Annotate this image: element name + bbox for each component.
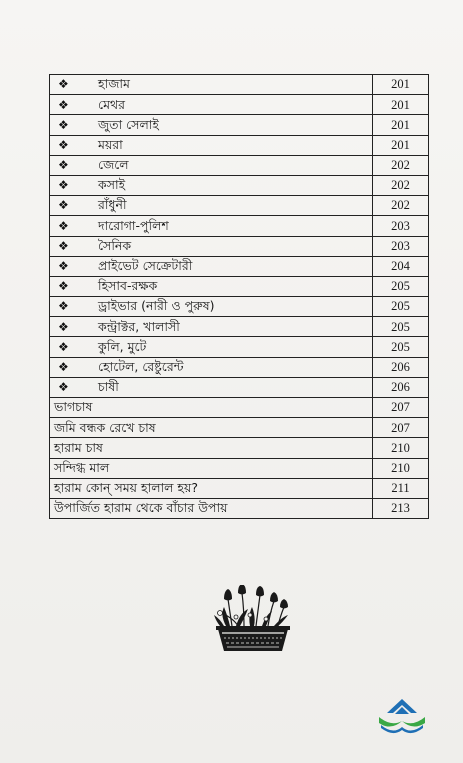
toc-entry-title-cell xyxy=(50,75,373,95)
toc-row xyxy=(50,398,429,418)
diamond-bullet-icon: ❖ xyxy=(58,158,69,173)
toc-row xyxy=(50,155,429,175)
toc-row xyxy=(50,236,429,256)
toc-entry-title: জুতা সেলাই xyxy=(98,116,159,132)
toc-entry-title: কসাই xyxy=(98,177,126,193)
toc-row xyxy=(50,75,429,95)
toc-entry-page-number: 211 xyxy=(373,478,429,498)
diamond-bullet-icon: ❖ xyxy=(58,359,69,374)
toc-row xyxy=(50,216,429,236)
toc-entry-title-cell xyxy=(50,155,373,175)
toc-entry-title-cell xyxy=(50,115,373,135)
toc-entry-page-number: 206 xyxy=(373,377,429,397)
toc-entry-page-number: 203 xyxy=(373,236,429,256)
toc-row xyxy=(50,297,429,317)
toc-entry-title-cell xyxy=(50,216,373,236)
toc-row xyxy=(50,317,429,337)
toc-entry-page-number: 202 xyxy=(373,175,429,195)
flower-pot-illustration-icon xyxy=(212,585,294,657)
toc-row xyxy=(50,377,429,397)
toc-entry-title: হারাম কোন্ সময় হালাল হয়? xyxy=(54,480,199,496)
toc-entry-title-cell xyxy=(50,458,373,478)
diamond-bullet-icon: ❖ xyxy=(58,178,69,193)
toc-entry-title-cell xyxy=(50,317,373,337)
diamond-bullet-icon: ❖ xyxy=(58,380,69,395)
toc-entry-page-number: 207 xyxy=(373,398,429,418)
toc-entry-title-cell xyxy=(50,135,373,155)
toc-entry-title-cell xyxy=(50,357,373,377)
toc-entry-title-cell xyxy=(50,438,373,458)
diamond-bullet-icon: ❖ xyxy=(58,218,69,233)
toc-entry-title: মেথর xyxy=(98,96,125,112)
toc-row xyxy=(50,95,429,115)
diamond-bullet-icon: ❖ xyxy=(58,299,69,314)
toc-entry-title: প্রাইভেট সেক্রেটারী xyxy=(98,258,193,274)
toc-entry-title: ড্রাইভার (নারী ও পুরুষ) xyxy=(98,298,215,314)
toc-row xyxy=(50,498,429,518)
toc-entry-title-cell xyxy=(50,276,373,296)
toc-entry-page-number: 205 xyxy=(373,337,429,357)
toc-entry-page-number: 201 xyxy=(373,75,429,95)
toc-entry-title: কুলি, মুটে xyxy=(98,338,147,354)
toc-entry-title-cell xyxy=(50,196,373,216)
toc-entry-title: ভাগচাষ xyxy=(54,399,93,415)
diamond-bullet-icon: ❖ xyxy=(58,319,69,334)
toc-row xyxy=(50,337,429,357)
toc-entry-title: জেলে xyxy=(98,157,129,173)
toc-entry-page-number: 210 xyxy=(373,458,429,478)
diamond-bullet-icon: ❖ xyxy=(58,198,69,213)
toc-entry-title-cell xyxy=(50,478,373,498)
toc-entry-title-cell xyxy=(50,236,373,256)
toc-entry-page-number: 207 xyxy=(373,418,429,438)
toc-row xyxy=(50,458,429,478)
toc-entry-title: হাজাম xyxy=(98,76,130,92)
toc-entry-page-number: 205 xyxy=(373,276,429,296)
diamond-bullet-icon: ❖ xyxy=(58,117,69,132)
diamond-bullet-icon: ❖ xyxy=(58,339,69,354)
toc-entry-page-number: 205 xyxy=(373,317,429,337)
toc-entry-title: উপার্জিত হারাম থেকে বাঁচার উপায় xyxy=(54,500,228,516)
toc-entry-page-number: 202 xyxy=(373,155,429,175)
toc-entry-title: জমি বন্ধক রেখে চাষ xyxy=(54,419,156,435)
toc-row xyxy=(50,276,429,296)
toc-entry-title: হোটেল, রেষ্টুরেন্ট xyxy=(98,358,184,374)
toc-row xyxy=(50,438,429,458)
toc-entry-title: ময়রা xyxy=(98,136,123,152)
toc-entry-page-number: 201 xyxy=(373,95,429,115)
toc-entry-title: সন্দিগ্ধ মাল xyxy=(54,459,110,475)
toc-row xyxy=(50,357,429,377)
toc-entry-page-number: 203 xyxy=(373,216,429,236)
toc-entry-title: সৈনিক xyxy=(98,237,132,253)
toc-row xyxy=(50,196,429,216)
diamond-bullet-icon: ❖ xyxy=(58,97,69,112)
toc-entry-title-cell xyxy=(50,297,373,317)
toc-entry-title-cell xyxy=(50,377,373,397)
toc-entry-page-number: 210 xyxy=(373,438,429,458)
diamond-bullet-icon: ❖ xyxy=(58,137,69,152)
toc-entry-title-cell xyxy=(50,498,373,518)
toc-entry-page-number: 205 xyxy=(373,297,429,317)
toc-entry-title-cell xyxy=(50,418,373,438)
diamond-bullet-icon: ❖ xyxy=(58,259,69,274)
publisher-logo-icon xyxy=(375,697,429,735)
toc-entry-title-cell xyxy=(50,256,373,276)
toc-entry-page-number: 201 xyxy=(373,115,429,135)
toc-entry-title: দারোগা-পুলিশ xyxy=(98,217,169,233)
toc-row xyxy=(50,135,429,155)
toc-entry-title-cell xyxy=(50,95,373,115)
toc-entry-title: রাঁধুনী xyxy=(98,197,127,213)
toc-entry-title-cell xyxy=(50,398,373,418)
toc-row xyxy=(50,256,429,276)
toc-entry-page-number: 206 xyxy=(373,357,429,377)
toc-row xyxy=(50,418,429,438)
toc-entry-page-number: 213 xyxy=(373,498,429,518)
toc-entry-page-number: 202 xyxy=(373,196,429,216)
toc-entry-title: হিসাব-রক্ষক xyxy=(98,278,158,294)
toc-entry-page-number: 204 xyxy=(373,256,429,276)
toc-entry-title: হারাম চাষ xyxy=(54,439,103,455)
toc-row xyxy=(50,478,429,498)
diamond-bullet-icon: ❖ xyxy=(58,77,69,92)
toc-entry-page-number: 201 xyxy=(373,135,429,155)
toc-row xyxy=(50,175,429,195)
table-of-contents xyxy=(49,74,429,519)
toc-body xyxy=(50,75,429,519)
toc-row xyxy=(50,115,429,135)
toc-entry-title: কন্ট্রাক্টর, খালাসী xyxy=(98,318,180,334)
toc-entry-title-cell xyxy=(50,175,373,195)
diamond-bullet-icon: ❖ xyxy=(58,279,69,294)
diamond-bullet-icon: ❖ xyxy=(58,238,69,253)
toc-entry-title-cell xyxy=(50,337,373,357)
toc-entry-title: চাষী xyxy=(98,379,119,395)
